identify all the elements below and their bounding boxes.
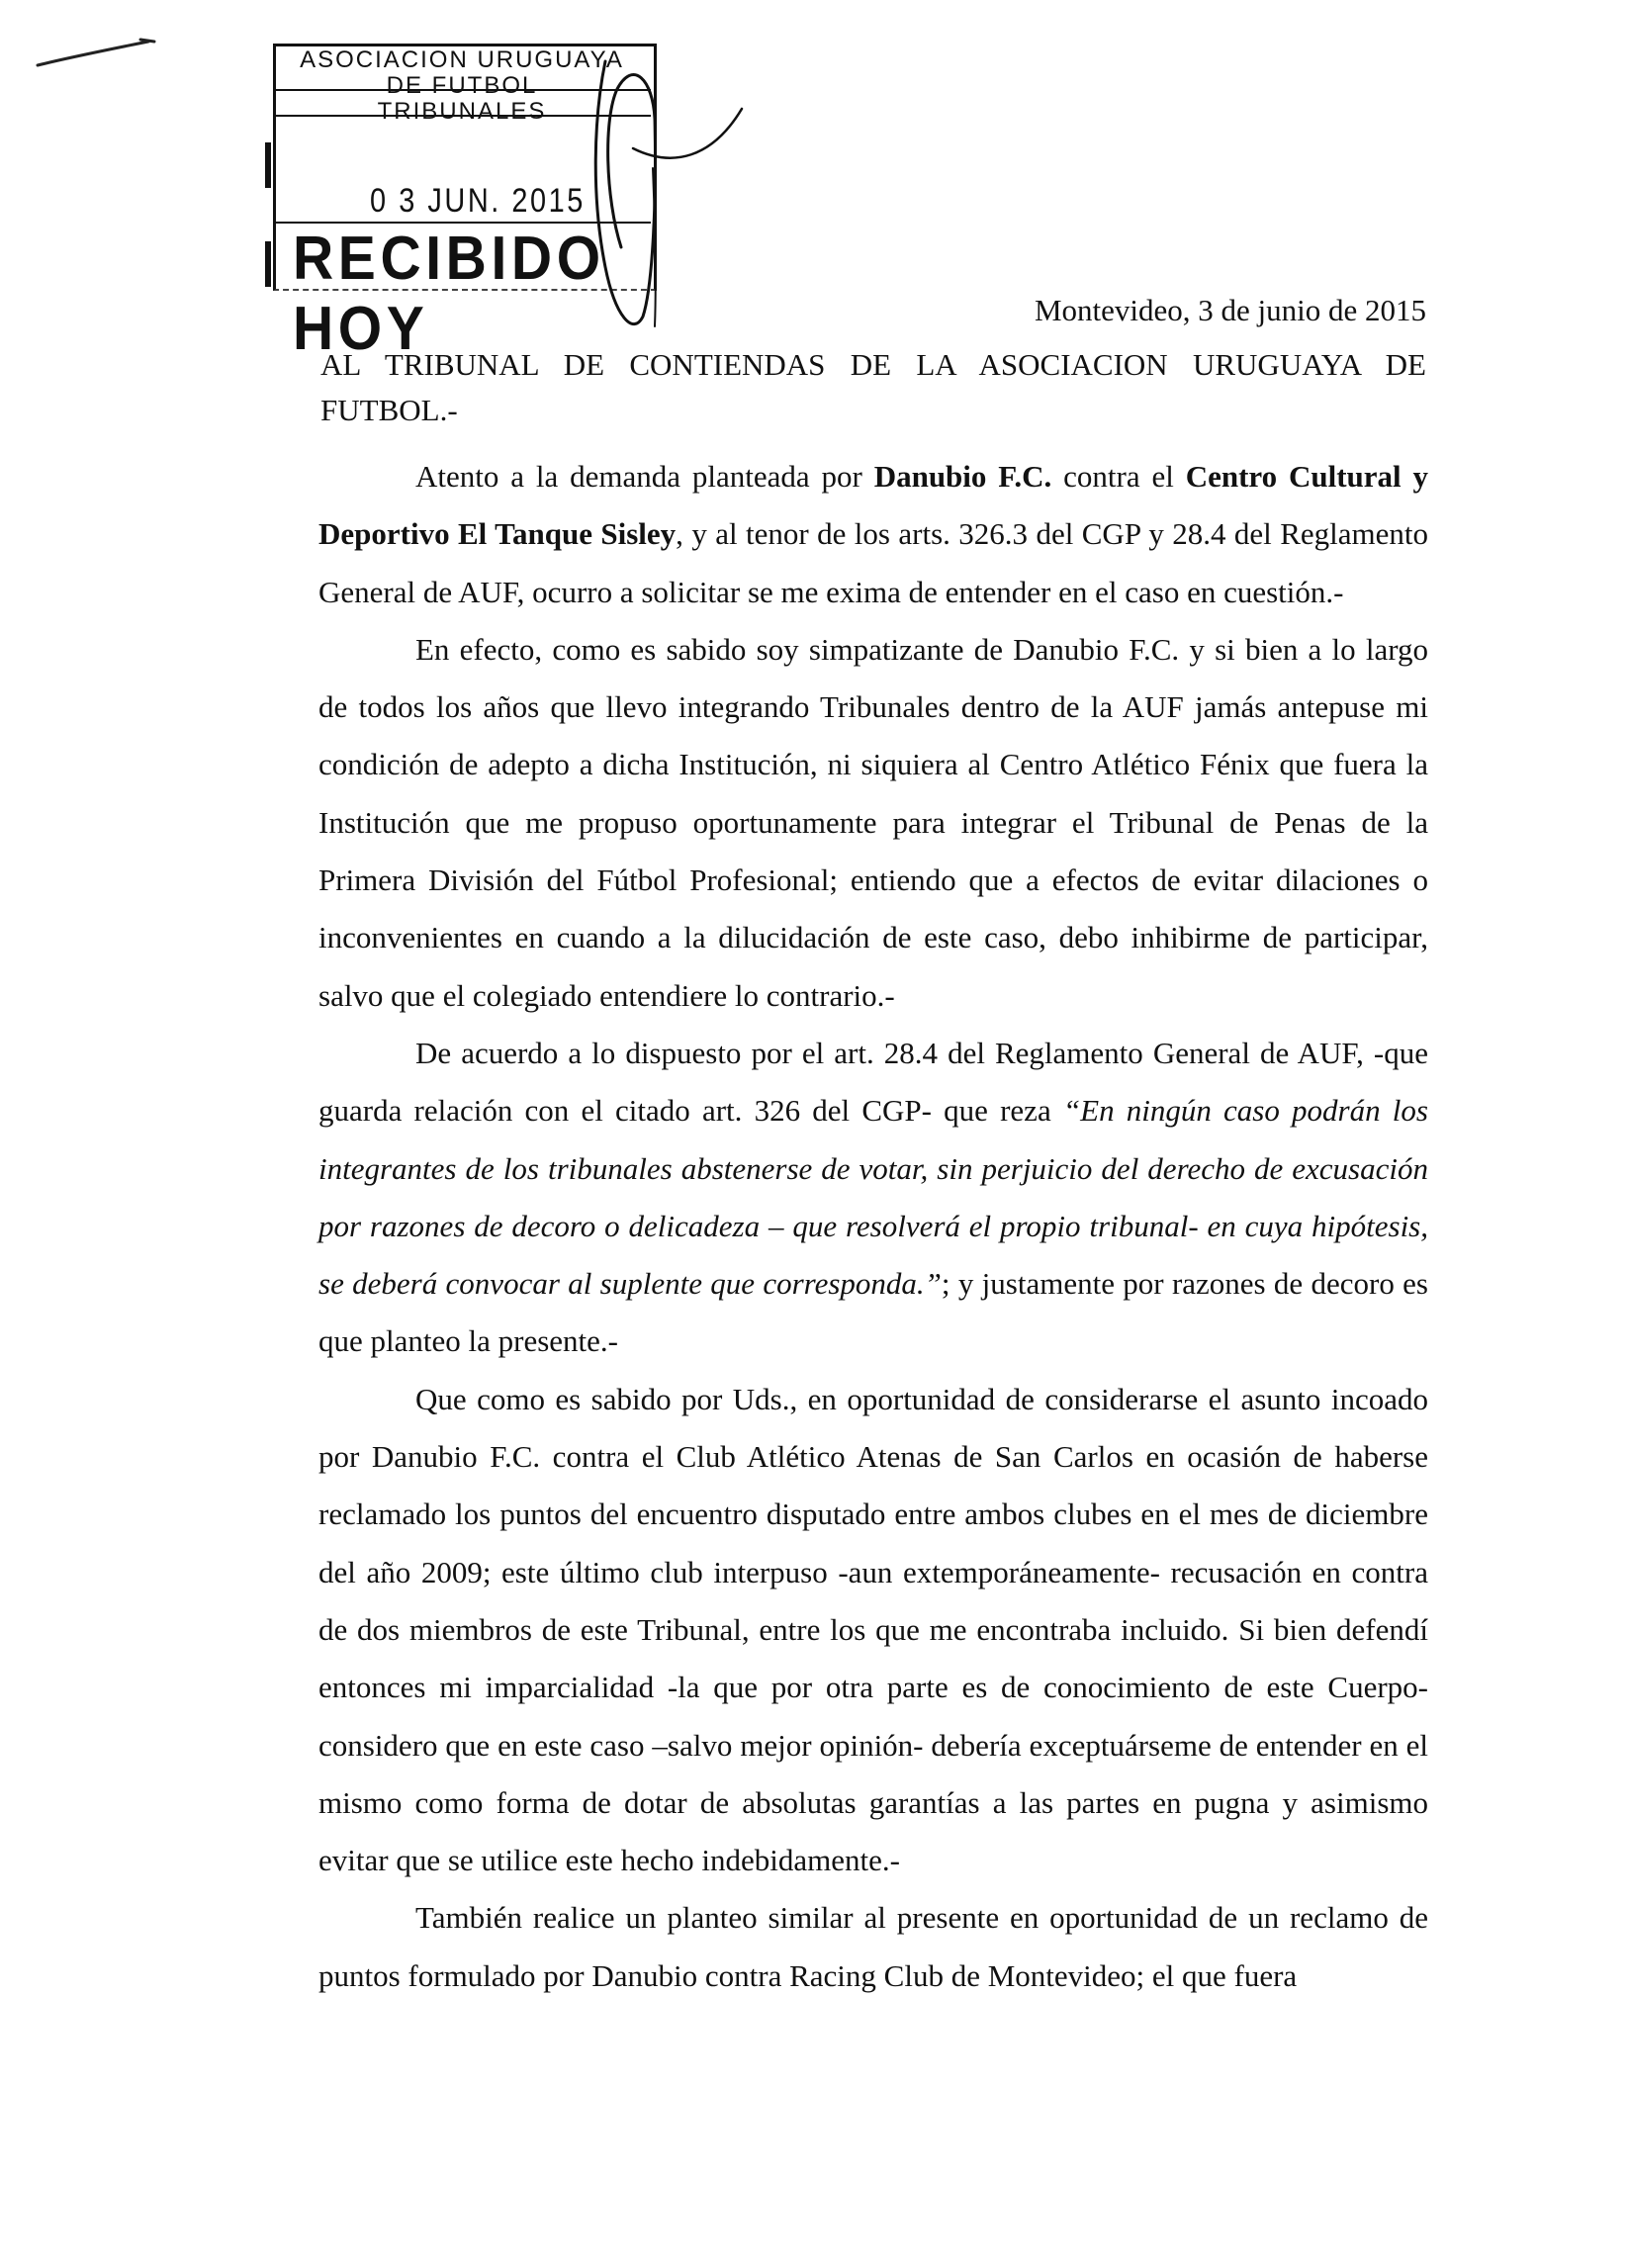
stamp-org-line1: ASOCIACION URUGUAYA [300, 46, 624, 73]
stamp-org-line3: TRIBUNALES [377, 98, 547, 125]
stamp-mark [265, 142, 271, 188]
paragraph-2: En efecto, como es sabido soy simpatizante de Danubio F.C. y si bien a lo largo de todos los años que llevo integrando Tribunales dentro de la AUF jamás antepuse mi condición de adepto a dicha Institución, ni siquiera al Centro Atlético Fénix que fuera la Institución que me propuso oportunamente para integrar el Tribunal de Penas de la Primera División del Fútbol Profesional; entiendo que a efectos de evitar dilaciones o inconvenientes en cuando a la dilucidación de este caso, debo inhibirme de participar, salvo que el colegiado entendiere lo contrario.- [318, 631, 1428, 1013]
stamp-divider [273, 89, 651, 91]
letter-body [318, 448, 1428, 2005]
stamp-date: 0 3 JUN. 2015 [370, 182, 586, 220]
stamp-divider [273, 115, 651, 117]
paragraph-1-text: contra el [1051, 459, 1186, 494]
paragraph-1-text: , y al tenor de los arts. 326.3 del CGP y 28.4 del Reglamento General de AUF, ocurro a solicitar se me exima de entender en el caso en cuestión.- [318, 516, 1428, 609]
party-name-danubio: Danubio F.C. [873, 459, 1052, 494]
paragraph-1-text: Atento a la demanda planteada por [415, 459, 874, 494]
stamp-received-label: RECIBIDO HOY [293, 225, 605, 363]
paragraph-4: Que como es sabido por Uds., en oportunidad de considerarse el asunto incoado por Danubio F.C. contra el Club Atlético Atenas de San Carlos en ocasión de haberse reclamado los puntos del encuentro disputado entre ambos clubes en el mes de diciembre del año 2009; este último club interpuso -aun extemporáneamente- recusación en contra de dos miembros de este Tribunal, entre los que me encontraba incluido. Si bien defendí entonces mi imparcialidad -la que por otra parte es de conocimiento de este Cuerpo- considero que en este caso –salvo mejor opinión- debería exceptuárseme de entender en el mismo como forma de dotar de absolutas garantías a las partes en pugna y asimismo evitar que se utilice este hecho indebidamente.- [318, 1381, 1428, 1878]
paragraph-5: También realice un planteo similar al presente en oportunidad de un reclamo de puntos formulado por Danubio contra Racing Club de Montevideo; el que fuera [318, 1900, 1428, 1993]
paragraph-1 [318, 448, 1428, 621]
stamp-mark [265, 241, 271, 287]
paragraph-3-text: ; y justamente por razones de decoro es que planteo la presente.- [318, 1266, 1428, 1359]
party-name-el-tanque: Centro Cultural y Deportivo El Tanque Sisley [318, 459, 1429, 552]
regulation-quote: “En ningún caso podrán los integrantes de los tribunales abstenerse de votar, sin perjuicio del derecho de excusación por razones de decoro o delicadeza – que resolverá el propio tribunal- en cuya hipótesis, se deberá convocar al suplente que corresponda.” [318, 1093, 1428, 1302]
paragraph-3 [318, 1025, 1428, 1371]
reception-stamp [271, 44, 653, 363]
stamp-organization [271, 47, 653, 125]
letter-addressee: AL TRIBUNAL DE CONTIENDAS DE LA ASOCIACION URUGUAYA DE FUTBOL.- [320, 347, 1426, 427]
stamp-org-line2: DE FUTBOL [386, 72, 538, 99]
letter-date: Montevideo, 3 de junio de 2015 [1034, 293, 1426, 327]
paragraph-3-text: De acuerdo a lo dispuesto por el art. 28.4 del Reglamento General de AUF, -que guarda relación con el citado art. 326 del CGP- que reza [318, 1035, 1428, 1129]
